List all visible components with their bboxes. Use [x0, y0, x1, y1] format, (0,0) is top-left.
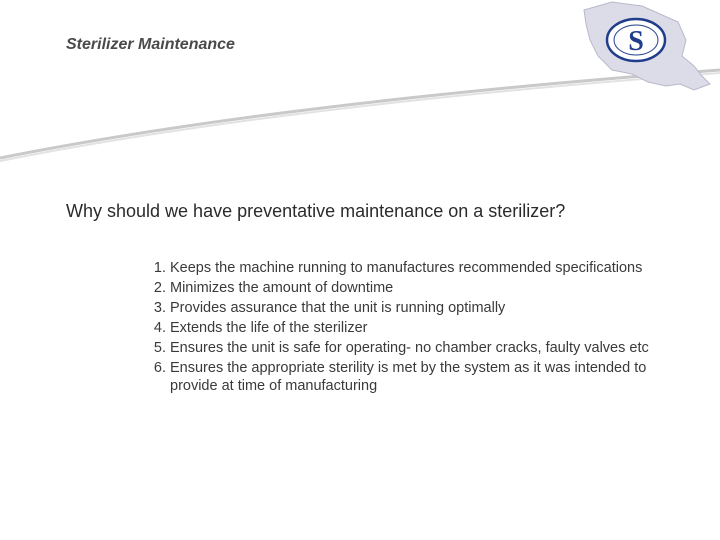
- list-item: 4. Extends the life of the sterilizer: [170, 319, 650, 337]
- list-item: 1. Keeps the machine running to manufactures recommended specifications: [170, 259, 650, 277]
- list-item: 6. Ensures the appropriate sterility is met by the system as it was intended to provide at time of manufacturing: [170, 359, 650, 395]
- maintenance-reasons-list: [138, 259, 650, 397]
- logo-letter: S: [628, 26, 644, 57]
- page-title: Sterilizer Maintenance: [66, 36, 235, 53]
- list-item: 5. Ensures the unit is safe for operating- no chamber cracks, faulty valves etc: [170, 339, 650, 357]
- ontario-map-logo-icon: [582, 0, 720, 92]
- list-item: 3. Provides assurance that the unit is running optimally: [170, 299, 650, 317]
- section-question: Why should we have preventative maintenance on a sterilizer?: [66, 201, 566, 221]
- list-item: 2. Minimizes the amount of downtime: [170, 279, 650, 297]
